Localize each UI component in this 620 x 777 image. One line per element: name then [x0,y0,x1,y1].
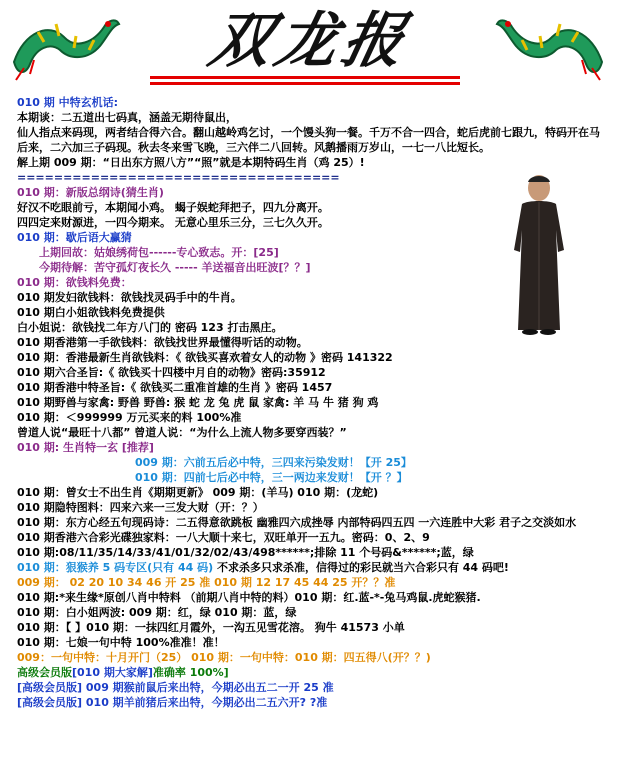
text-segment: 010 期：欲钱料免费： [17,276,132,289]
text-line [17,275,607,290]
text-line [17,335,607,350]
text-segment: 010 期：新版总纲诗(猜生肖) [17,186,164,199]
text-segment: 010 期 [17,96,55,109]
text-line [17,500,607,515]
text-segment: 010 期 12 17 45 44 25 开？？准 [210,576,396,589]
text-segment: 010 期香港第一手欲钱料：欲钱找世界最懂得听话的动物。 [17,336,308,349]
text-line [17,605,607,620]
text-line [17,305,607,320]
text-segment: 010 期香港六合彩光碟独家料：一八大顺十来七，双旺单开一五九。密码：0、2、9 [17,531,430,544]
text-segment: [010 期大家解] [72,666,153,679]
text-line [17,290,607,305]
text-segment: 010 期隐特图料：四来六来一三发大财（开：？） [17,501,264,514]
title-underline-bottom [150,82,460,85]
text-line [17,95,607,110]
text-line [17,215,607,230]
text-line [17,425,607,440]
text-line [17,650,607,665]
text-segment: 中特玄机话: [54,96,119,109]
text-line [17,455,607,470]
text-segment: 上期回故：姑娘绣荷包------专心致志。开：[25] [39,246,279,259]
text-segment: 今期待解：苦守孤灯夜长久 ----- 羊送福音出旺波[？？] [39,261,311,274]
text-line [17,695,607,710]
text-line [17,125,607,155]
text-segment: 不求杀多只求杀准，信得过的彩民就当六合彩只有 44 码吧! [213,561,509,574]
text-segment: 010 期发妇欲钱料：欲钱找灵码手中的牛肖。 [17,291,242,304]
text-segment: 009 期：六前五后必中特，三四来污染发财！【开 25】 [135,456,412,469]
text-line [17,155,607,170]
text-segment: 010 期：白小姐两波: 009 期：红，绿 010 期：蓝，绿 [17,606,297,619]
text-line [17,200,607,215]
text-line [17,410,607,425]
text-line [17,560,607,575]
text-segment: 010 期：曾女士不出生肖《期期更新》 009 期：(羊马) 010 期：(龙蛇) [17,486,379,499]
text-segment: 009：一句中特：十月开门（25） 010 期：一句中特：010 期：四五得八(开？？) [17,651,431,664]
text-segment: 010 期：七娘一句中特 100%准准！准！ [17,636,225,649]
text-line [17,185,607,200]
article-body [17,95,607,710]
text-segment: 009 期： 02 20 10 34 46 开 25 准 [17,576,211,589]
title-underline-top [150,76,460,79]
text-segment: 仙人指点来码现，两者结合得六合。翻山越岭鸡乞讨，一个馒头狗一餐。千万不合一四合，蛇后虎前七跟九，特码开在马后来，二六加三子码现。秋去冬来雪飞晚，三六伴二八回转。风鹅播雨万岁山，一七一八比短长。 [17,126,600,154]
text-line [17,620,607,635]
text-line [17,590,607,605]
text-segment: 白小姐说：欲钱找二年方八门的 密码 123 打击黑庄。 [17,321,283,334]
text-line [17,635,607,650]
text-line [17,170,607,185]
dragon-right-icon [492,2,612,84]
text-segment: 好汉不吃眼前亏，本期闻小鸡。 蝎子娱蛇拜把子，四九分离开。 [17,201,329,214]
text-segment: 010 期白小姐欲钱料免费提供 [17,306,165,319]
text-segment: 010 期野兽与家禽: 野兽 野兽: 猴 蛇 龙 兔 虎 鼠 家禽: 羊 马 牛 猪 狗 鸡 [17,396,379,409]
page-title: 双龙报 [203,6,417,76]
text-segment: 010 期：＜999999 万元买来的料 100%准 [17,411,242,424]
text-line [17,680,607,695]
text-line [17,485,607,500]
text-segment: 010 期六合圣旨:《 欲钱买十四楼中月自的动物》密码:35912 [17,366,326,379]
text-line [17,545,607,560]
text-segment: 010 期：狠猴养 5 码专区(只有 44 码) [17,561,214,574]
text-segment: 】010 期：一抹四红月霞外，一沟五见雪花溶。 狗牛 41573 小单 [75,621,405,634]
text-segment: 010 期:08/11/35/14/33/41/01/32/02/43/498******;排除 11 个号码&******;蓝，绿 [17,546,474,559]
text-line [17,440,607,455]
text-line [17,470,607,485]
text-line [17,515,607,530]
text-line [17,575,607,590]
text-line [17,665,607,680]
text-segment: 010 期: 生肖特一玄 [推荐] [17,441,154,454]
page-header [0,0,620,92]
text-segment: =================================== [17,171,340,184]
text-line [17,365,607,380]
text-segment: 高级会员版 [17,666,72,679]
dragon-left-icon [4,2,124,84]
text-line [17,230,607,245]
text-line [17,395,607,410]
text-segment: 010 期：四前七后必中特，三一两边来发财！【开 ？】 [135,471,408,484]
text-segment: 010 期香港中特圣旨:《 欲钱买二重准首雄的生肖 》密码 1457 [17,381,333,394]
text-line [17,245,607,260]
text-segment: 解上期 009 期：“日出东方照八方”“照”就是本期特码生肖（鸡 25）! [17,156,365,169]
text-line [17,260,607,275]
text-segment: 曾道人说“最旺十八都” 曾道人说：“为什么上流人物多要穿西装？” [17,426,347,439]
text-segment: 010 期：东方心经五句现码诗：二五得意欲跳板 幽雅四六成挫辱 内部特码四五四 一六连胜中大彩 君子之交淡如水 [17,516,577,529]
text-segment: 准确率 100%] [152,666,229,679]
text-line [17,380,607,395]
text-line [17,320,607,335]
text-line [17,530,607,545]
text-segment: [高级会员版] 009 期猴前鼠后来出特，今期必出五二一开 25 准 [17,681,334,694]
text-segment: 010 期：香港最新生肖欲钱料：《 欲钱买喜欢着女人的动物 》密码 141322 [17,351,393,364]
text-segment: 010 期:*来生缘*原创八肖中特料 （前期八肖中特的料）010 期：红.蓝-*-兔马鸡鼠.虎蛇猴猪. [17,591,481,604]
text-segment: [高级会员版] 010 期羊前猪后来出特，今期必出二五六开? ?准 [17,696,328,709]
text-segment: 四四定来财源进，一四今期来。 无意心里乐三分，三七久久开。 [17,216,329,229]
text-segment: 本期谈：二五道出七码真，涵盖无期待鼠出， [17,111,237,124]
text-line [17,110,607,125]
text-line [17,350,607,365]
text-segment: 010 期：【 [17,621,72,634]
text-segment: 010 期：歇后语大赢猜 [17,231,132,244]
